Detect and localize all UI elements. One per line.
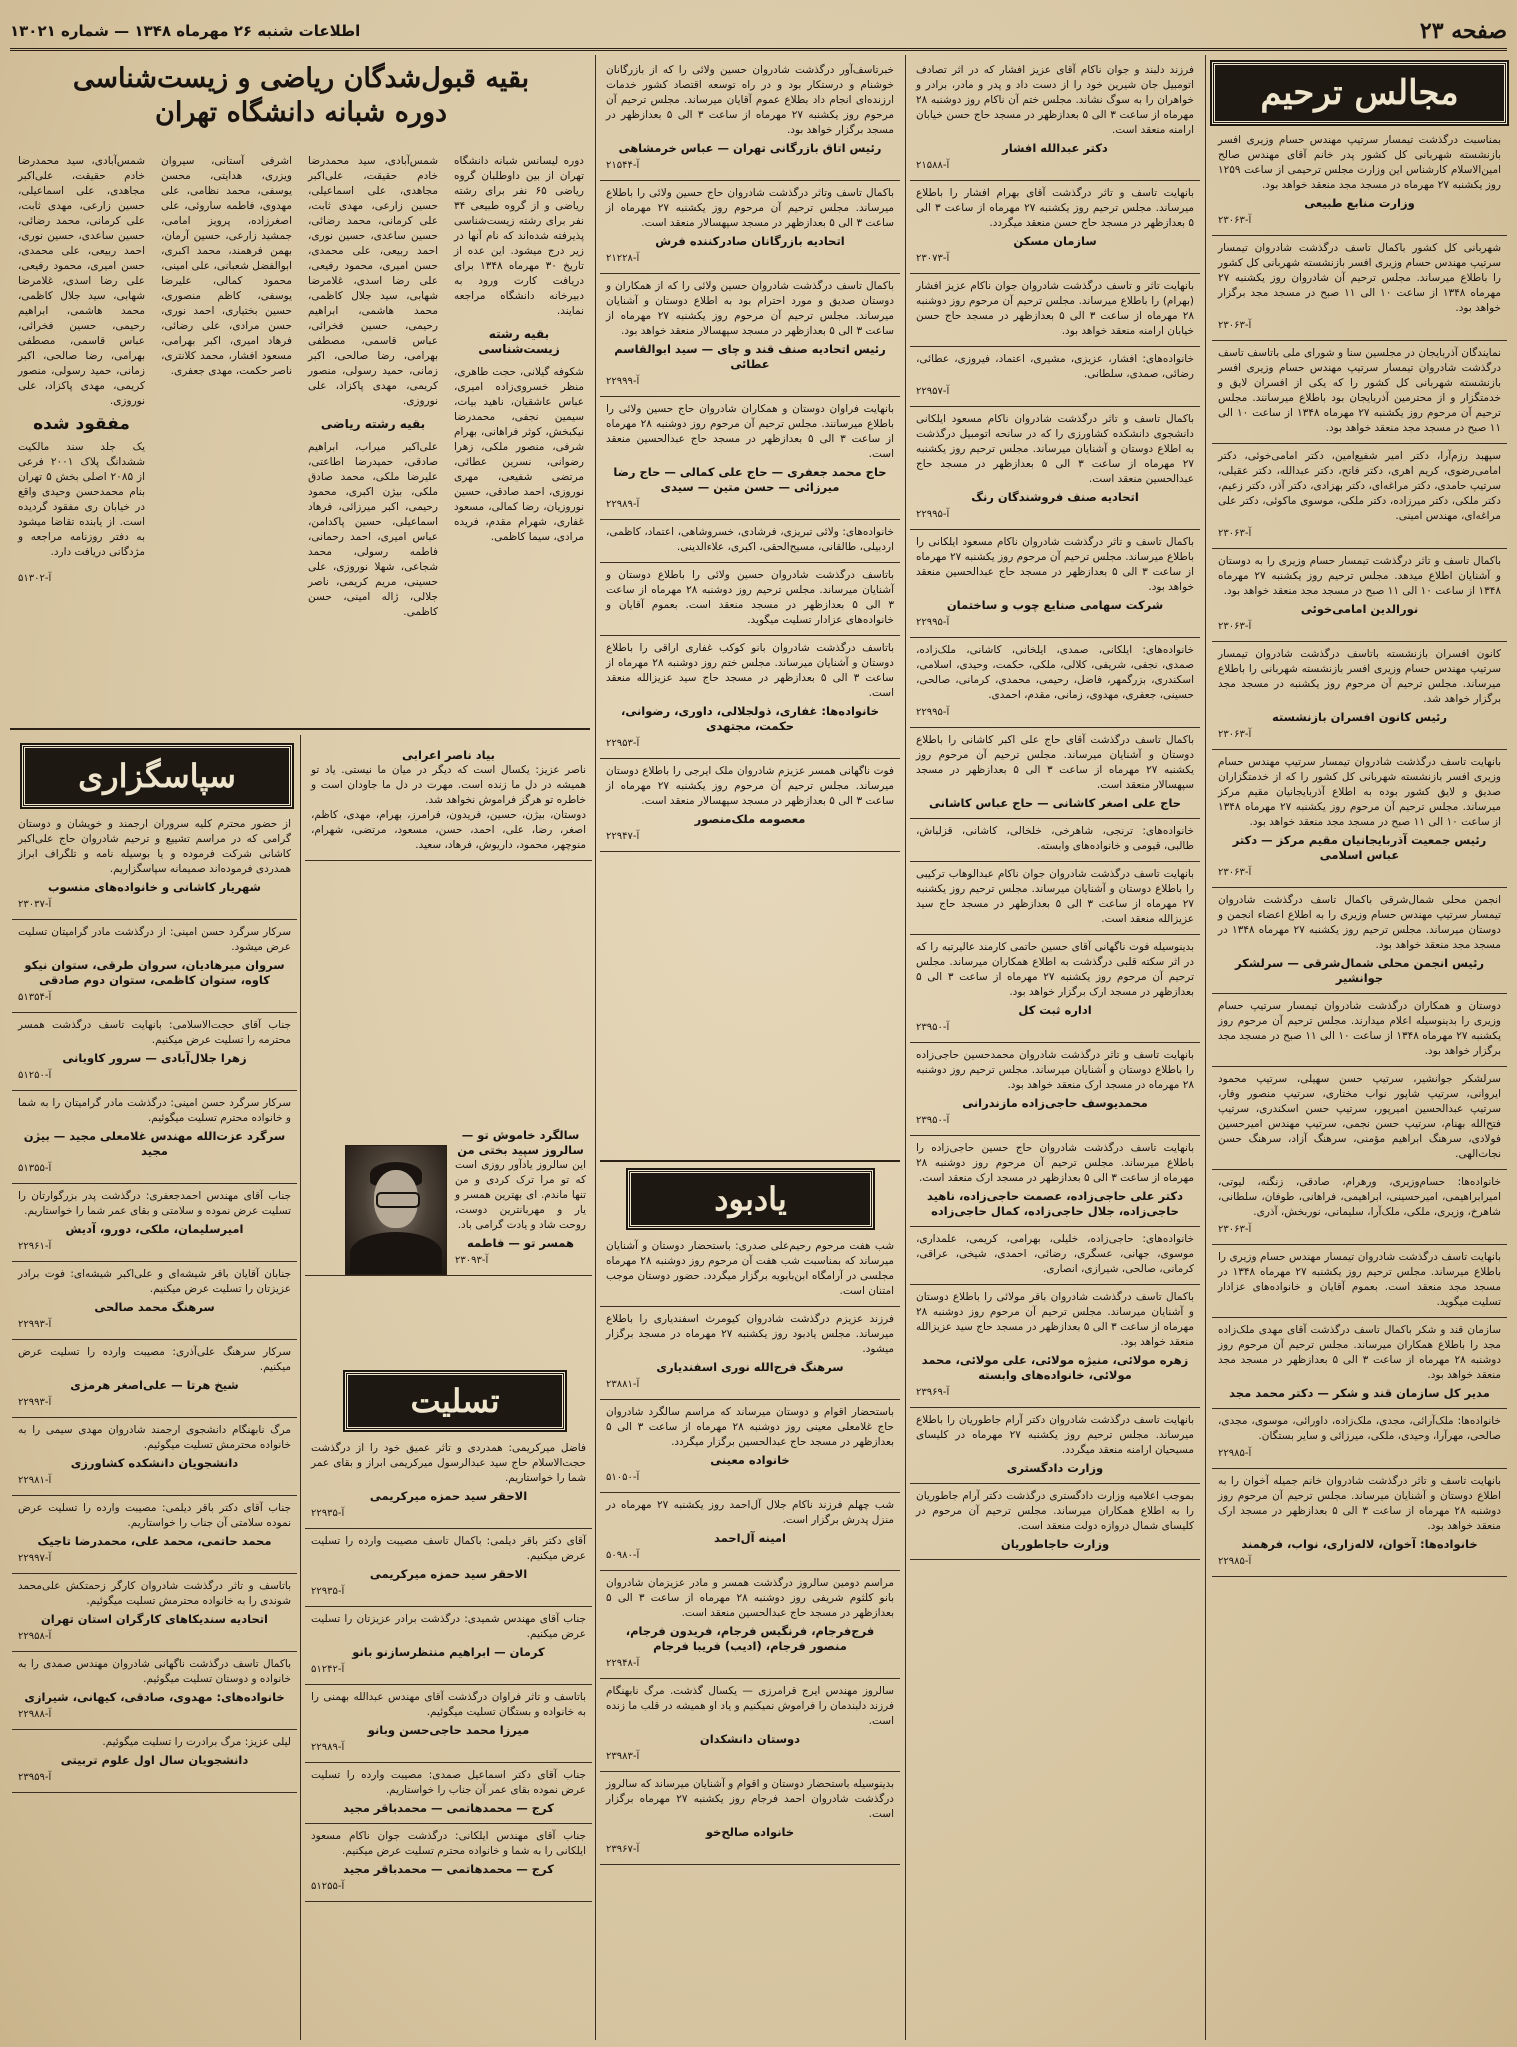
- notice: [1212, 994, 1507, 1067]
- notice: [305, 1436, 592, 1529]
- notice: [600, 759, 900, 852]
- notice: [600, 58, 900, 181]
- notice-text: شهربانی کل کشور باکمال تاسف درگذشت شادروان تیمسار سرتیپ مهندس حسام وزیری افسر بازنشسته شهربانی کل کشور را باطلاع میرساند. مجلس ترحیم آن شادروان روز یکشنبه ۲۷ مهرماه ۱۳۴۸ از ساعت ۱۰ الی ۱۱ صبح در مسجد مجد برگزار خواهد بود.: [1218, 242, 1501, 314]
- notice-code: آ-۵۱۳۵۵: [18, 1163, 52, 1174]
- notice-code: آ-۲۳۰۳۷: [18, 899, 52, 910]
- notice-code: آ-۲۲۹۳۵: [311, 1508, 345, 1519]
- notice-signature: خانواده صالح‌خو: [705, 1825, 795, 1839]
- notice: [910, 1408, 1200, 1484]
- notice-text: باکمال تاسف درگذشت آقای حاج علی اکبر کاشانی را باطلاع دوستان و آشنایان میرساند. مجلس ترحیم آن مرحوم روز یکشنبه ۲۷ مهرماه از ساعت ۳ الی ۵ بعدازظهر در مسجد سپهسالار منعقد است.: [916, 734, 1194, 791]
- notice: [1212, 642, 1507, 750]
- notice-code: آ-۲۲۹۵۸: [18, 1631, 52, 1642]
- notice-text: جناب آقای حجت‌الاسلامی: بانهایت تاسف درگذشت همسر محترمه را تسلیت عرض میکنیم.: [18, 1019, 291, 1046]
- university-headline-line2: دوره شبانه دانشگاه تهران: [154, 96, 448, 128]
- section-rule: [10, 728, 590, 730]
- notice-text: جناب آقای مهندس احمدجعفری: درگذشت پدر بزرگوارتان را تسلیت عرض نموده و سلامتی و بقای عمر شما را خواستاریم.: [18, 1190, 291, 1217]
- notice-code: آ-۲۳۰۶۳: [1218, 320, 1252, 331]
- notice: [910, 1285, 1200, 1408]
- notice-text: باتاسف و تاثر درگذشت شادروان کارگر زحمتکش علی‌محمد شوندی را به خانواده محترمش تسلیت میگوئیم.: [18, 1580, 291, 1607]
- notice-text: فاضل میرکریمی: همدردی و تاثر عمیق خود را از درگذشت حجت‌الاسلام حاج سید عبدالرسول میرکریمی ابراز و بقای عمر شما را خواستاریم.: [311, 1442, 586, 1484]
- notice-text: جناب آقای دکتر اسماعیل صمدی: مصیبت وارده را تسلیت عرض نموده بقای عمر آن جناب را خواستاریم.: [311, 1769, 586, 1796]
- notice-text: بانهایت تاسف درگذشت شادروان تیمسار مهندس حسام وزیری را باطلاع میرساند. مجلس ترحیم روز یکشنبه ۲۷ مهرماه ۱۳۴۸ در مسجد مجد منعقد است. بعموم آقایان و خانواده‌های عزادار تسلیت میگوید.: [1218, 1251, 1501, 1308]
- notice: [1212, 1409, 1507, 1469]
- notice-text: باکمال تاسف وتاثر درگذشت شادروان حاج حسین ولائی را باطلاع میرساند. مجلس ترحیم آن مرحوم روز یکشنبه ۲۷ مهرماه از ساعت ۳ الی ۵ بعدازظهر در مسجد سپهسالار منعقد است.: [606, 187, 894, 229]
- notice-signature: دانشجویان سال اول علوم تربیتی: [60, 1753, 249, 1767]
- university-intro-column: [448, 150, 590, 725]
- notice-signature: خانواده‌های: مهدوی، صادقی، کیهانی، شیرازی: [24, 1690, 285, 1704]
- notice-signature: کرمان — ابراهیم منتظرسازنو بانو: [352, 1645, 545, 1659]
- notice-code: آ-۲۲۹۸۹: [311, 1742, 345, 1753]
- notice: [12, 1574, 297, 1652]
- notice-signature: زهره مولائی، منیژه مولائی، علی مولائی، محمد مولائی، خانواده‌های وابسته: [921, 1353, 1189, 1382]
- notice: [910, 407, 1200, 530]
- notice-text: خانواده‌ها: حسام‌وزیری، ورهرام، صادقی، زنگنه، لیوتی، امیرابراهیمی، امیرحسینی، ابراهیمی، فراهانی، طوفان، سلطانی، شاهرخ، وزیری، ملکی، ملک‌آرا، سلیمانی، نوربخش، آذری.: [1218, 1176, 1501, 1218]
- notice-text: جنابان آقایان باقر شیشه‌ای و علی‌اکبر شیشه‌ای: فوت برادر عزیزتان را تسلیت عرض میکنیم.: [18, 1268, 291, 1295]
- notice-text: بانهایت فراوان دوستان و همکاران شادروان حاج حسین ولائی را باطلاع میرسانند. مجلس ترحیم آن مرحوم روز دوشنبه ۲۸ مهرماه از ساعت ۳ الی ۵ بعدازظهر در مسجد حاج عبدالحسین منعقد است.: [606, 403, 895, 460]
- notice-text: لیلی عزیز: مرگ برادرت را تسلیت میگوئیم.: [102, 1736, 291, 1748]
- notice-signature: سرهنگ فرج‌الله نوری اسفندیاری: [656, 1360, 844, 1374]
- notice-code: آ-۲۳۰۶۳: [1218, 528, 1252, 539]
- notice-signature: زهرا جلال‌آبادی — سرور کاویانی: [62, 1051, 247, 1065]
- notice: [910, 862, 1200, 935]
- anniversary-code: آ-۲۳۰۹۳: [455, 1255, 489, 1266]
- notice-text: جناب آقای مهندس ایلکانی: درگذشت جوان ناکام مسعود ایلکانی را به شما و خانواده محترم تسلیت عرض میکنیم.: [311, 1830, 586, 1857]
- notice-text: بدینوسیله باستحضار دوستان و اقوام و آشنایان میرساند که سالروز درگذشت شادروان احمد فرجام روز یکشنبه ۲۷ مهرماه برگزار است.: [606, 1778, 894, 1820]
- notice-text: شب چهلم فرزند ناکام جلال آل‌احمد روز یکشنبه ۲۷ مهرماه در منزل پدرش برگزار است.: [606, 1499, 894, 1526]
- notice-text: خانواده‌های: ترنجی، شاهرخی، خلخالی، کاشانی، قزلباش، طالبی، قیومی و خانواده‌های وابسته.: [916, 825, 1194, 852]
- anniversary-notice: [305, 1120, 592, 1340]
- notice: [600, 520, 900, 563]
- memorial-intro-text: شب هفت مرحوم رحیم‌علی صدری: باستحضار دوستان و آشنایان میرساند که بمناسبت شب هفت آن مرحوم روز دوشنبه ۲۸ مهرماه مجلسی در آرامگاه ابن‌بابویه برگزار میگردد. حضور دوستان موجب امتنان است.: [606, 1240, 895, 1297]
- notice-code: آ-۲۳۹۸۳: [606, 1751, 640, 1762]
- notice: [600, 1307, 900, 1400]
- notice-text: انجمن محلی شمال‌شرقی باکمال تاسف درگذشت شادروان تیمسار سرتیپ مهندس حسام وزیری را به اطلاع اعضاء انجمن و دوستان میرساند. مجلس ترحیم روز یکشنبه ۲۷ مهرماه ۱۳۴۸ در مسجد مجد منعقد خواهد بود.: [1218, 894, 1501, 951]
- notice: [910, 347, 1200, 407]
- math-names-a: شمس‌آبادی، سید محمدرضا خادم حقیقت، علی‌اکبر مجاهدی، علی اسماعیلی، حسین زارعی، مهدی ثابت، علی کرمانی، محمد رضائی، حسین ساعدی، حسین نوری، احمد ربیعی، علی محمدی، حسن امیری، محمود رفیعی، علی رضا اسدی، غلامرضا شهابی، سید جلال کاظمی، محمد هاشمی، ابراهیم رحیمی، حسین فخرائی، عباس قاسمی، مصطفی بهرامی، رضا صالحی، اکبر زمانی، حمید رسولی، منصور کریمی، مهدی پاکزاد، علی نوروزی.: [308, 155, 438, 407]
- notice-signature: مدیر کل سازمان قند و شکر — دکتر محمد مجد: [1229, 1386, 1490, 1400]
- notice-code: آ-۲۳۰۶۳: [1218, 621, 1252, 632]
- notice-text: سرکار سرگرد حسن امینی: درگذشت مادر گرامیتان را به شما و خانواده محترم تسلیت میگوئیم.: [18, 1097, 291, 1124]
- notice: [910, 58, 1200, 181]
- thanks-title: سپاسگزاری: [22, 745, 292, 807]
- notice: [12, 920, 297, 1013]
- notice-text: باکمال تاسف درگذشت شادروان حسین ولائی را که از همکاران و دوستان صدیق و مورد احترام بود به اطلاع دوستان و آشنایان میرساند. مجلس ترحیم آن مرحوم روز یکشنبه ۲۷ مهرماه از ساعت ۳ الی ۵ بعدازظهر در مسجد سپهسالار منعقد خواهد بود.: [606, 280, 894, 337]
- notice-code: آ-۲۲۹۹۷: [18, 1553, 52, 1564]
- notice-code: آ-۲۳۰۶۳: [1218, 1224, 1252, 1235]
- notice-signature: وزارت دادگستری: [1006, 1461, 1104, 1475]
- notice-signature: اتحادیه سندیکاهای کارگران استان تهران: [40, 1612, 268, 1626]
- condolence-sessions-column: [1212, 128, 1507, 2040]
- memorial-intro: [600, 1234, 900, 1307]
- anniversary-text: این سالروز یادآور روزی است که تو مرا ترک کردی و من تنها ماندم. ای بهترین همسر و یار و مهربانترین دوست، روحت شاد و یادت گرامی باد.: [455, 1159, 586, 1231]
- notice-signature: اتحادیه بازرگانان صادرکننده فرش: [655, 234, 845, 248]
- notice: [1212, 1469, 1507, 1577]
- notice-signature: محمدیوسف حاجی‌زاده مازندرانی: [962, 1096, 1148, 1110]
- thanks-column: [12, 812, 297, 2040]
- memorial-title: یادبود: [628, 1170, 873, 1228]
- notice-signature: سروان میرهادیان، سروان طرقی، ستوان نیکو کاوه، ستوان کاظمی، ستوان دوم صادقی: [24, 958, 285, 987]
- notice: [1212, 1067, 1507, 1170]
- notice-text: مراسم دومین سالروز درگذشت همسر و مادر عزیزمان شادروان بانو کلثوم شریفی روز دوشنبه ۲۸ مهرماه از ساعت ۳ الی ۵ بعدازظهر در مسجد حاج عبدالحسین منعقد است.: [606, 1577, 894, 1619]
- notice-code: آ-۲۲۹۹۵: [916, 509, 950, 520]
- bio-names-b: علی‌اکبر میراب، ابراهیم صادقی، حمیدرضا اطاعتی، علیرضا ملکی، محمد صادق ملکی، بیژن اکبری، محمود رحیمی، اکبر میرزائی، فرهاد اسماعیلی، حسین پاکدامن، عباس امیری، احمد رحمانی، فاطمه رسولی، محمد شجاعی، شهلا نوروزی، علی حسینی، مریم کریمی، ناصر جلالی، ژاله امینی، حسن کاظمی.: [308, 441, 438, 618]
- notice: [1212, 1245, 1507, 1318]
- notice-signature: محمد حاتمی، محمد علی، محمدرضا تاجیک: [37, 1534, 272, 1548]
- tribute-heading: بیاد ناصر اعرابی: [402, 748, 495, 762]
- notice-text: بانهایت تاثر و تاسف درگذشت شادروان جوان ناکام عزیز افشار (بهرام) را باطلاع میرساند. مجلس ترحیم آن مرحوم روز دوشنبه ۲۸ مهرماه از ساعت ۳ الی ۵ بعدازظهر در مسجد حاج حسن خیابان ارامنه منعقد خواهد بود.: [916, 280, 1194, 337]
- notice-code: آ-۲۲۹۹۵: [916, 617, 950, 628]
- notice-code: آ-۲۳۰۶۳: [1218, 867, 1252, 878]
- notice: [305, 1607, 592, 1685]
- notice-text: فرزند عزیزم درگذشت شادروان کیومرث اسفندیاری را باطلاع میرساند. مجلس یادبود روز یکشنبه ۲۷ مهرماه در مسجد برگزار میشود.: [606, 1313, 894, 1355]
- notice-text: نمایندگان آذربایجان در مجلسین سنا و شورای ملی باتاسف تاسف درگذشت شادروان تیمسار سرتیپ مهندس حسام وزیری افسر بازنشسته شهربانی کل کشور را که یکی از افسران لایق و خدمتگزار و از محترمین آذربایجان بود باطلاع میرسانند. مجلس ترحیم آن مرحوم روز یکشنبه ۲۷ مهرماه ۱۳۴۸ از ساعت ۱۰ الی ۱۱ صبح در مسجد مجد منعقد خواهد بود.: [1218, 347, 1501, 434]
- notice-text: بموجب اعلامیه وزارت دادگستری درگذشت دکتر آرام جاطوریان را به اطلاع همکاران میرساند. مجلس ترحیم آن مرحوم در کلیسای شمال دروازه دولت منعقد است.: [916, 1490, 1194, 1532]
- notice-signature: سرگرد عزت‌الله مهندس غلامعلی مجید — بیژن مجید: [23, 1129, 286, 1158]
- tribute-names: دوستان، بیژن، حسین، فریدون، فرامرز، بهرام، مهدی، کاظم، اصغر، رضا، علی، احمد، حسن، مسعود، مرتضی، شهرام، منوچهر، محمود، داریوش، فرهاد، سعید.: [311, 809, 586, 851]
- notice: [12, 1496, 297, 1574]
- notice-signature: فرج‌فرجام، فرنگیس فرجام، فریدون فرجام، منصور فرجام، (ادیب) فریبا فرجام: [625, 1624, 875, 1653]
- notice: [910, 819, 1200, 862]
- notice: [12, 1418, 297, 1496]
- notice: [600, 1679, 900, 1772]
- notice-signature: رئیس جمعیت آذربایجانیان مقیم مرکز — دکتر عباس اسلامی: [1232, 833, 1487, 862]
- notice-text: خبرتاسف‌آور درگذشت شادروان حسین ولائی را که از بازرگانان خوشنام و درستکار بود و در راه توسعه اقتصاد کشور خدمات ارزنده‌ای انجام داد بطلاع عموم آقایان میرساند. مجلس ترحیم آن مرحوم روز یکشنبه ۲۷ مهرماه از ساعت ۳ الی ۵ بعدازظهر در مسجد برگزار خواهد بود.: [606, 64, 895, 136]
- notice-text: بانهایت تاسف و تاثر درگذشت شادروان محمدحسین حاجی‌زاده را باطلاع دوستان و آشنایان میرساند. مجلس ترحیم روز دوشنبه ۲۸ مهرماه در مسجد ارک منعقد خواهد بود.: [916, 1049, 1194, 1091]
- notice-text: کانون افسران بازنشسته باتاسف درگذشت شادروان تیمسار سرتیپ مهندس حسام وزیری افسر بازنشسته شهربانی را باطلاع میرساند. مجلس ترحیم آن مرحوم روز یکشنبه در مسجد مجد برگزار خواهد شد.: [1218, 648, 1501, 705]
- bio-subhead: بقیه رشته زیست‌شناسی: [478, 327, 560, 356]
- notice-code: آ-۲۱۲۲۸: [606, 253, 640, 264]
- notice: [910, 274, 1200, 347]
- condolence-title: تسلیت: [345, 1372, 565, 1430]
- notice-text: خانواده‌های: افشار، عزیزی، مشیری، اعتماد، فیروزی، عطائی، رضائی، صمدی، سلطانی.: [916, 353, 1194, 380]
- notice-code: آ-۲۲۹۸۵: [1218, 1448, 1252, 1459]
- notice-code: آ-۲۲۹۹۹: [606, 376, 640, 387]
- notice: [600, 1400, 900, 1493]
- notice: [12, 1652, 297, 1730]
- notice-code: آ-۵۱۰۵۰: [606, 1472, 640, 1483]
- notices-column-2: [910, 58, 1200, 2040]
- notice-text: باکمال تاسف درگذشت ناگهانی شادروان مهندس صمدی را به خانواده و دوستان تسلیت میگوئیم.: [18, 1658, 291, 1685]
- notice: [600, 1493, 900, 1571]
- notice-text: باتاسف و تاثر فراوان درگذشت آقای مهندس عبدالله بهمنی را به خانواده و بستگان تسلیت میگوئیم.: [311, 1691, 586, 1718]
- notice: [1212, 1318, 1507, 1409]
- notice-text: باکمال تاسف و تاثر درگذشت شادروان ناکام مسعود ایلکانی دانشجوی دانشکده کشاورزی را که در سانحه اتومبیل درگذشت به اطلاع دوستان و آشنایان میرساند. مجلس ترحیم روز یکشنبه ۲۷ مهرماه از ساعت ۳ الی ۵ بعدازظهر در مسجد حاج عبدالحسین منعقد است.: [916, 413, 1194, 485]
- notice-code: آ-۲۲۹۶۱: [18, 1241, 52, 1252]
- condolence-sessions-title: مجالس ترحیم: [1212, 62, 1507, 124]
- notice-signature: حاج محمد جعفری — حاج علی کمالی — حاج رضا میرزائی — حسن متین — سیدی: [613, 465, 887, 494]
- notice-signature: حاج علی اصغر کاشانی — حاج عباس کاشانی: [928, 796, 1182, 810]
- notice: [910, 935, 1200, 1043]
- notice-signature: اتحادیه صنف فروشندگان رنگ: [971, 490, 1139, 504]
- notice-signature: سازمان مسکن: [1013, 234, 1097, 248]
- notice-code: آ-۲۳۹۵۰: [916, 1022, 950, 1033]
- university-headline: [12, 62, 590, 130]
- notice-code: آ-۲۲۹۸۹: [606, 499, 640, 510]
- notice-code: آ-۲۳۰۷۳: [916, 253, 950, 264]
- notice-code: آ-۲۳۹۵۰: [916, 1115, 950, 1126]
- notice: [910, 1043, 1200, 1136]
- tribute-text: ناصر عزیز: یکسال است که دیگر در میان ما نیستی. یاد تو همیشه در دل ما زنده است. مهرت در دل ما جاودان است و خاطره تو هرگز فراموش نخواهد شد.: [311, 764, 586, 806]
- university-column-2: [302, 150, 444, 725]
- notice-signature: کرج — محمدهاتمی — محمدباقر مجید: [343, 1801, 554, 1815]
- notice-code: آ-۲۲۹۹۳: [18, 1319, 52, 1330]
- notice-signature: الاحقر سید حمزه میرکریمی: [369, 1489, 528, 1503]
- notice-code: آ-۲۳۹۶۷: [606, 1844, 640, 1855]
- notice: [12, 812, 297, 920]
- notice-code: آ-۲۱۵۴۴: [606, 160, 640, 171]
- math-subhead: بقیه رشته ریاضی: [320, 417, 426, 431]
- notice-text: خانواده‌های: ولائی تبریزی، فرشادی، خسروشاهی، اعتماد، کاظمی، اردبیلی، طالقانی، مسیح‌الحقی، اکبری، علاءالدینی.: [606, 526, 894, 553]
- notice-text: بدینوسیله فوت ناگهانی آقای حسین حاتمی کارمند عالیرتبه را که در اثر سکته قلبی درگذشت به اطلاع همکاران میرساند. مجلس ترحیم آن مرحوم روز یکشنبه ۲۷ مهرماه از ساعت ۳ الی ۵ بعدازظهر در مسجد ارک برگزار خواهد بود.: [916, 941, 1194, 998]
- notice: [1212, 236, 1507, 341]
- notice: [1212, 1170, 1507, 1245]
- notice: [600, 1571, 900, 1679]
- notice: [600, 397, 900, 520]
- notice-text: سرلشکر جوانشیر، سرتیپ حسن سهیلی، سرتیپ محمود ایروانی، سرتیپ شاپور نواب مختاری، سرتیپ منصور وفار، سرتیپ عبدالحسین امیرپور، سرتیپ حسن اسکندری، سرتیپ فتح‌الله بهنام، سرتیپ حسن نجمی، سرتیپ مهندس امیرحسین فولادی، سرهنگ ابراهیم مؤمنی، سرهنگ آزاد، سرهنگ حسن نجات‌الهی.: [1218, 1073, 1501, 1160]
- notice-signature: دکتر عبدالله افشار: [1002, 141, 1108, 155]
- notice-text: سالروز مهندس ایرج قرامرزی — یکسال گذشت. مرگ نابهنگام فرزند دلبندمان را فراموش نمیکنیم و یاد او همیشه در قلب ما زنده است.: [606, 1685, 894, 1727]
- notice-text: سرکار سرهنگ علی‌آذری: مصیبت وارده را تسلیت عرض میکنیم.: [18, 1346, 291, 1373]
- notice-text: مرگ نابهنگام دانشجوی ارجمند شادروان مهدی سیمی را به خانواده محترمش تسلیت میگوئیم.: [18, 1424, 291, 1451]
- tribute-notice: [305, 740, 592, 861]
- notice-text: خانواده‌ها: ملک‌آرائی، مجدی، ملک‌زاده، داورائی، موسوی، مجدی، صالحی، مهرآرا، وحیدی، ملکی، میرزائی و سایر بستگان.: [1218, 1415, 1501, 1442]
- notice-code: آ-۲۲۹۵۳: [606, 738, 640, 749]
- notice: [600, 274, 900, 397]
- notice: [12, 1262, 297, 1340]
- section-rule: [600, 1160, 900, 1162]
- notice-code: آ-۲۳۰۶۳: [1218, 729, 1252, 740]
- notice: [305, 1529, 592, 1607]
- notice-text: سرکار سرگرد حسن امینی: از درگذشت مادر گرامیتان تسلیت عرض میشود.: [18, 926, 291, 953]
- notice-text: باکمال تاسف درگذشت شادروان باقر مولائی را باطلاع دوستان و آشنایان میرساند. مجلس ترحیم آن مرحوم روز دوشنبه ۲۸ مهرماه از ساعت ۳ الی ۵ بعدازظهر در مسجد حاج سید عزیزالله منعقد خواهد بود.: [916, 1291, 1194, 1348]
- notice: [910, 1227, 1200, 1285]
- column-rule: [1205, 55, 1206, 2040]
- notice-code: آ-۲۲۹۴۷: [606, 831, 640, 842]
- notice-code: آ-۲۲۹۵۷: [916, 386, 950, 397]
- notice-code: آ-۵۰۹۸۰: [606, 1550, 640, 1561]
- bio-names-a: شکوفه گیلانی، حجت طاهری، منظر خسروی‌زاده امیری، عباس عاشقیان، ناهید بیات، سیمین نجفی، محمدرضا نیکبخش، کوثر فراهانی، بهرام شرفی، منصور ملکی، زهرا رضوانی، نسرین عطائی، مرتضی شفیعی، مهری نوروزی، احمد صادقی، حسین نوروزیان، رضا کمالی، مسعود غفاری، شهرام مقدم، فریده مرادی، سیما کاظمی.: [454, 366, 584, 543]
- notice: [1212, 341, 1507, 444]
- notice-text: بانهایت تاسف و تاثر درگذشت شادروان خانم جمیله آخوان را به اطلاع دوستان و آشنایان میرساند. مجلس ترحیم آن مرحوم روز دوشنبه ۲۸ مهرماه از ساعت ۳ الی ۵ بعدازظهر در مسجد ارک منعقد خواهد بود.: [1218, 1475, 1502, 1532]
- notice-signature: خانواده‌ها: غفاری، ذولجلالی، داوری، رضوانی، حکمت، مجتهدی: [620, 704, 880, 733]
- notice: [12, 1730, 297, 1793]
- notice-text: باتاسف درگذشت شادروان حسین ولائی را باطلاع دوستان و آشنایان میرساند. مجلس ترحیم روز دوشنبه ۲۸ مهرماه از ساعت ۳ الی ۵ بعدازظهر در مسجد منعقد است. بعموم آقایان و خانواده‌های عزادار تسلیت میگوید.: [606, 569, 894, 626]
- anniversary-title: سالگرد خاموش تو — سالروز سپید بختی من: [457, 1128, 584, 1157]
- notice: [600, 636, 900, 759]
- notice: [1212, 444, 1507, 549]
- notice: [305, 1685, 592, 1763]
- university-column-3: [155, 150, 298, 725]
- notice-text: جناب آقای مهندس شمیدی: درگذشت برادر عزیزتان را تسلیت عرض میکنیم.: [311, 1613, 586, 1640]
- notice: [12, 1013, 297, 1091]
- column-rule: [905, 55, 906, 2040]
- notice-signature: دانشجویان دانشکده کشاورزی: [70, 1456, 239, 1470]
- page-number: صفحه ۲۳: [1419, 18, 1507, 44]
- notice: [1212, 888, 1507, 994]
- notice-code: آ-۲۲۹۸۱: [18, 1475, 52, 1486]
- condolence-column: [305, 1436, 592, 2040]
- notice-signature: امینه آل‌احمد: [714, 1531, 786, 1545]
- column-rule: [595, 55, 596, 2040]
- notice: [910, 638, 1200, 728]
- notice-text: سپهبد رزم‌آرا، دکتر امیر شفیع‌امین، دکتر امامی‌خوئی، دکتر امامی‌رضوی، کریم اهری، دکتر فاتح، دکتر عبدالله، دکتر عقیلی، سرتیپ حامدی، دکتر مراغه‌ای، دکتر بهزادی، دکتر آذر، دکتر زعیم، دکتر ملکی، دکتر میرزاده، دکتر ملکی، موسوی ماکوئی، دکتر علی مراغه‌ای، مهندس امینی.: [1218, 450, 1501, 522]
- notice-text: بانهایت تاسف درگذشت شادروان تیمسار سرتیپ مهندس حسام وزیری افسر بازنشسته شهربانی کل کشور را که از خدمتگزاران صدیق و لایق کشور بوده به اطلاع آذربایجانیان مقیم مرکز میرساند. مجلس ترحیم آن مرحوم روز یکشنبه ۲۷ مهرماه ۱۳۴۸ از ساعت ۱۰ الی ۱۱ صبح در مسجد مجد منعقد خواهد بود.: [1218, 756, 1502, 828]
- notice-signature: سرهنگ محمد صالحی: [94, 1300, 215, 1314]
- notice-signature: شرکت سهامی صنایع چوب و ساختمان: [946, 598, 1164, 612]
- notice-code: آ-۲۲۹۸۵: [1218, 1556, 1252, 1567]
- notice: [910, 530, 1200, 638]
- notice: [305, 1824, 592, 1902]
- notice: [12, 1184, 297, 1262]
- notice-signature: وزارت حاجاطوریان: [1000, 1537, 1110, 1551]
- memorial-items: [600, 1307, 900, 1865]
- notice-signature: الاحقر سید حمزه میرکریمی: [369, 1567, 528, 1581]
- notice-signature: دکتر علی حاجی‌زاده، عصمت حاجی‌زاده، ناهید حاجی‌زاده، جلال حاجی‌زاده، کمال حاجی‌زاده: [927, 1189, 1183, 1218]
- notice: [600, 563, 900, 636]
- notice-text: خانواده‌های: حاجی‌زاده، خلیلی، بهرامی، کریمی، علمداری، موسوی، جهانی، عسگری، رضائی، احمدی، شیخی، عراقی، کرمانی، صالحی، شیرازی، انصاری.: [916, 1233, 1194, 1275]
- notice-signature: دوستان دانشکدان: [699, 1732, 801, 1746]
- notice-code: آ-۲۳۰۶۳: [1218, 215, 1252, 226]
- notice-text: باستحضار اقوام و دوستان میرساند که مراسم سالگرد شادروان حاج غلامعلی معینی روز دوشنبه ۲۸ مهرماه از ساعت ۳ الی ۵ بعدازظهر در مسجد حاج عبدالحسین برگزار میگردد.: [606, 1406, 894, 1448]
- anniversary-sig: همسر تو — فاطمه: [467, 1236, 574, 1250]
- notice-code: آ-۲۲۹۹۳: [18, 1397, 52, 1408]
- notice-signature: وزارت منابع طبیعی: [1304, 196, 1415, 210]
- notice: [12, 1340, 297, 1418]
- notice: [910, 181, 1200, 274]
- notice-text: باتاسف درگذشت شادروان بانو کوکب غفاری اراقی را باطلاع دوستان و آشنایان میرساند. مجلس ختم روز دوشنبه ۲۸ مهرماه از ساعت ۳ الی ۵ بعدازظهر در مسجد حاج سید عزیزالله منعقد است.: [606, 642, 894, 699]
- notice-signature: کرج — محمدهاتمی — محمدباقر مجید: [343, 1862, 554, 1876]
- notice-code: آ-۲۲۹۸۸: [18, 1709, 52, 1720]
- notice-text: باکمال تاسف و تاثر درگذشت شادروان ناکام مسعود ایلکانی را باطلاع میرساند. مجلس ترحیم آن مرحوم روز یکشنبه ۲۷ مهرماه از ساعت ۳ الی ۵ بعدازظهر در مسجد حاج عبدالحسین منعقد خواهد بود.: [916, 536, 1195, 593]
- notice-signature: خانواده معینی: [710, 1453, 790, 1467]
- notice: [1212, 750, 1507, 888]
- notice: [1212, 549, 1507, 642]
- notice-signature: شهریار کاشانی و خانواده‌های منسوب: [48, 880, 261, 894]
- university-column-4: [12, 150, 151, 725]
- notice-code: آ-۲۲۹۹۵: [916, 707, 950, 718]
- notice: [910, 1484, 1200, 1560]
- masthead-date-issue: اطلاعات شنبه ۲۶ مهرماه ۱۳۴۸ — شماره ۱۳۰۲۱: [10, 22, 361, 40]
- notice: [600, 1772, 900, 1865]
- notice-text: آقای دکتر باقر دیلمی: باکمال تاسف مصیبت وارده را تسلیت عرض میکنیم.: [311, 1535, 586, 1562]
- notice-signature: امیرسلیمان، ملکی، دورو، آدیش: [65, 1222, 244, 1236]
- notice-text: بانهایت تاسف درگذشت شادروان جوان ناکام عبدالوهاب ترکیبی را باطلاع دوستان و آشنایان میرساند. مجلس ترحیم روز یکشنبه ۲۷ مهرماه از ساعت ۳ الی ۵ بعدازظهر در مسجد حاج سید عزیزالله منعقد است.: [916, 868, 1195, 925]
- notice-text: بانهایت تاسف و تاثر درگذشت آقای بهرام افشار را باطلاع میرساند. مجلس ترحیم روز یکشنبه ۲۷ مهرماه از ساعت ۳ الی ۵ بعدازظهر در مسجد حاج حسن منعقد میگردد.: [916, 187, 1194, 229]
- notice-text: بانهایت تاسف درگذشت شادروان حاج حسین حاجی‌زاده را باطلاع میرساند. مجلس ترحیم آن مرحوم روز دوشنبه ۲۸ مهرماه از ساعت ۳ الی ۵ بعدازظهر در مسجد ارک منعقد است.: [916, 1142, 1194, 1184]
- university-headline-line1: بقیه قبول‌شدگان ریاضی و زیست‌شناسی: [72, 63, 530, 94]
- notice-text: از حضور محترم کلیه سروران ارجمند و خویشان و دوستان گرامی که در مراسم تشییع و ترحیم شادروان حاج علی‌اکبر کاشانی شرکت فرموده و یا بوسیله نامه و تلگراف ابراز همدردی فرموده‌اند صمیمانه سپاسگزاریم.: [18, 818, 291, 875]
- notice: [305, 1763, 592, 1824]
- column-rule: [300, 735, 301, 2040]
- notice: [910, 728, 1200, 819]
- notice-text: فوت ناگهانی همسر عزیزم شادروان ملک ایرجی را باطلاع دوستان میرساند. مجلس ترحیم آن مرحوم روز یکشنبه ۲۷ مهرماه از ساعت ۳ الی ۵ بعدازظهر در مسجد سپهسالار منعقد است.: [606, 765, 894, 807]
- memorial-column: [600, 1234, 900, 2040]
- notice-signature: خانواده‌ها: آخوان، لاله‌زاری، نواب، فرهمند: [1241, 1537, 1478, 1551]
- notice-signature: رئیس اتحادیه صنف قند و چای — سید ابوالقاسم عطائی: [614, 342, 886, 371]
- notice-signature: شیخ هرتا — علی‌اصغر هرمزی: [70, 1378, 239, 1392]
- notice-code: آ-۵۱۲۴۲: [311, 1664, 345, 1675]
- page-header: [10, 14, 1507, 51]
- lost-title: مفقود شده: [33, 414, 130, 434]
- notice-code: آ-۲۳۸۸۱: [606, 1379, 640, 1390]
- notice-signature: نورالدین امامی‌خوئی: [1300, 602, 1419, 616]
- notice-code: آ-۵۱۲۵۰: [18, 1070, 52, 1081]
- notice-text: بانهایت تاسف درگذشت شادروان دکتر آرام جاطوریان را باطلاع میرساند. مجلس ترحیم روز یکشنبه ۲۷ مهرماه در کلیسای مسیحیان ارامنه منعقد میگردد.: [916, 1414, 1194, 1456]
- notice-signature: میرزا محمد حاجی‌حسن وبانو: [367, 1723, 530, 1737]
- notice-code: آ-۲۲۹۴۸: [606, 1658, 640, 1669]
- notice-code: آ-۲۳۹۵۹: [18, 1772, 52, 1783]
- math-names-b: اشرفی آستانی، سیروان ویزری، هدایتی، محسن یوسفی، محمد نظامی، علی مهدوی، فاطمه ساروئی، علی اصغرزاده، پرویز امامی، جمشید زارعی، حسین آرمان، بهمن فرهمند، محمد اکبری، ابوالفضل شعبانی، علی امینی، محمود کمالی، علیرضا یوسفی، کاظم منصوری، حسین بختیاری، احمد نوری، حسن مرادی، علی رضائی، فرهاد امیری، اکبر بهرامی، مسعود افشار، محمد کلانتری، ناصر حکمت، مهدی جعفری.: [161, 155, 292, 377]
- math-names-b-cont: شمس‌آبادی، سید محمدرضا خادم حقیقت، علی‌اکبر مجاهدی، علی اسماعیلی، حسین زارعی، مهدی ثابت، علی کرمانی، محمد رضائی، حسین ساعدی، حسین نوری، احمد ربیعی، علی محمدی، حسن امیری، محمود رفیعی، علی رضا اسدی، غلامرضا شهابی، سید جلال کاظمی، محمد هاشمی، ابراهیم رحیمی، حسین فخرائی، عباس قاسمی، مصطفی بهرامی، رضا صالحی، اکبر زمانی، حمید رسولی، منصور کریمی، مهدی پاکزاد، علی نوروزی.: [18, 155, 145, 407]
- notice-text: بمناسبت درگذشت تیمسار سرتیپ مهندس حسام وزیری افسر بازنشسته شهربانی کل کشور پدر خانم آقای مهندس صالح امین‌الاسلام کارشناس این وزارت مجلس ترحیمی از ساعت ۱۲۵۹ روز یکشنبه ۲۷ مهرماه در مسجد مجد منعقد خواهد بود.: [1218, 134, 1501, 191]
- notice-signature: رئیس کانون افسران بازنشسته: [1272, 710, 1447, 724]
- lost-code: آ-۵۱۳۰۲: [18, 573, 52, 584]
- university-intro: دوره لیسانس شبانه دانشگاه تهران از بین داوطلبان گروه ریاضی ۶۵ نفر برای رشته ریاضی و از گروه طبیعی ۳۴ نفر برای رشته زیست‌شناسی پذیرفته شده‌اند که نام آنها در زیر درج میشود. این عده از تاریخ ۳۰ مهرماه ۱۳۴۸ برای دریافت کارت ورود به دبیرخانه دانشگاه مراجعه نمایند.: [454, 155, 584, 317]
- notice-text: خانواده‌های: ایلکانی، صمدی، ایلخانی، کاشانی، ملک‌زاده، صمدی، نجفی، شریفی، کلالی، ملکی، حکمت، وحیدی، اسلامی، اسکندری، بزرگمهر، فاضل، رحیمی، محمدی، کرمانی، صالحی، حسینی، جعفری، مهدوی، زمانی، مقدم، احمدی.: [916, 644, 1194, 701]
- notice-code: آ-۵۱۲۵۵: [311, 1881, 345, 1892]
- notice-signature: رئیس اتاق بازرگانی تهران — عباس خرمشاهی: [618, 141, 882, 155]
- notices-column-3: [600, 58, 900, 1158]
- notice-signature: اداره ثبت کل: [1018, 1003, 1092, 1017]
- notice-text: جناب آقای دکتر باقر دیلمی: مصیبت وارده را تسلیت عرض نموده سلامتی آن جناب را خواستاریم.: [18, 1502, 291, 1529]
- notice-code: آ-۵۱۳۵۴: [18, 992, 52, 1003]
- notice-text: باکمال تاسف و تاثر درگذشت تیمسار حسام وزیری را به دوستان و آشنایان اطلاع میدهد. مجلس ترحیم روز یکشنبه ۲۷ مهرماه ۱۳۴۸ از ساعت ۱۰ الی ۱۱ صبح در مسجد مجد منعقد خواهد بود.: [1218, 555, 1502, 597]
- notice-code: آ-۲۲۹۳۵: [311, 1586, 345, 1597]
- tribute-column: [305, 740, 592, 1140]
- notice-code: آ-۲۳۹۶۹: [916, 1387, 950, 1398]
- notice-text: سازمان قند و شکر باکمال تاسف درگذشت آقای مهدی ملک‌زاده مجد را باطلاع همکاران میرساند. مجلس ترحیم آن مرحوم روز دوشنبه ۲۸ مهرماه از ساعت ۳ الی ۵ بعدازظهر در مسجد مجد منعقد خواهد بود.: [1218, 1324, 1501, 1381]
- notice: [910, 1136, 1200, 1227]
- lost-notice: یک جلد سند مالکیت ششدانگ پلاک ۲۰۰۱ فرعی از ۲۰۸۵ اصلی بخش ۵ تهران بنام محمدحسن وحیدی واقع در خیابان ری مفقود گردیده است. از یابنده تقاضا میشود به دفتر روزنامه مراجعه و مژدگانی دریافت دارد.: [18, 441, 145, 558]
- notice: [12, 1091, 297, 1184]
- notice-signature: رئیس انجمن محلی شمال‌شرقی — سرلشکر جوانشیر: [1234, 956, 1485, 985]
- notice-signature: معصومه ملک‌منصور: [694, 812, 806, 826]
- notice: [600, 181, 900, 274]
- notice-code: آ-۲۱۵۸۸: [916, 160, 950, 171]
- notice-text: دوستان و همکاران درگذشت شادروان تیمسار سرتیپ حسام وزیری را بدینوسیله اعلام میدارند. مجلس ترحیم آن مرحوم روز یکشنبه ۲۷ مهرماه ۱۳۴۸ از ساعت ۱۰ الی ۱۱ صبح در مسجد مجد برگزار خواهد بود.: [1218, 1000, 1501, 1057]
- notice: [1212, 128, 1507, 236]
- notice-text: فرزند دلبند و جوان ناکام آقای عزیز افشار که در اثر تصادف اتومبیل جان شیرین خود را از دست داد و پدر و مادر، برادر و خواهران را به سوگ نشاند. مجلس ختم آن ناکام روز دوشنبه ۲۸ مهرماه از ساعت ۳ الی ۵ بعدازظهر در مسجد حاج حسن خیابان ارامنه منعقد است.: [916, 64, 1195, 136]
